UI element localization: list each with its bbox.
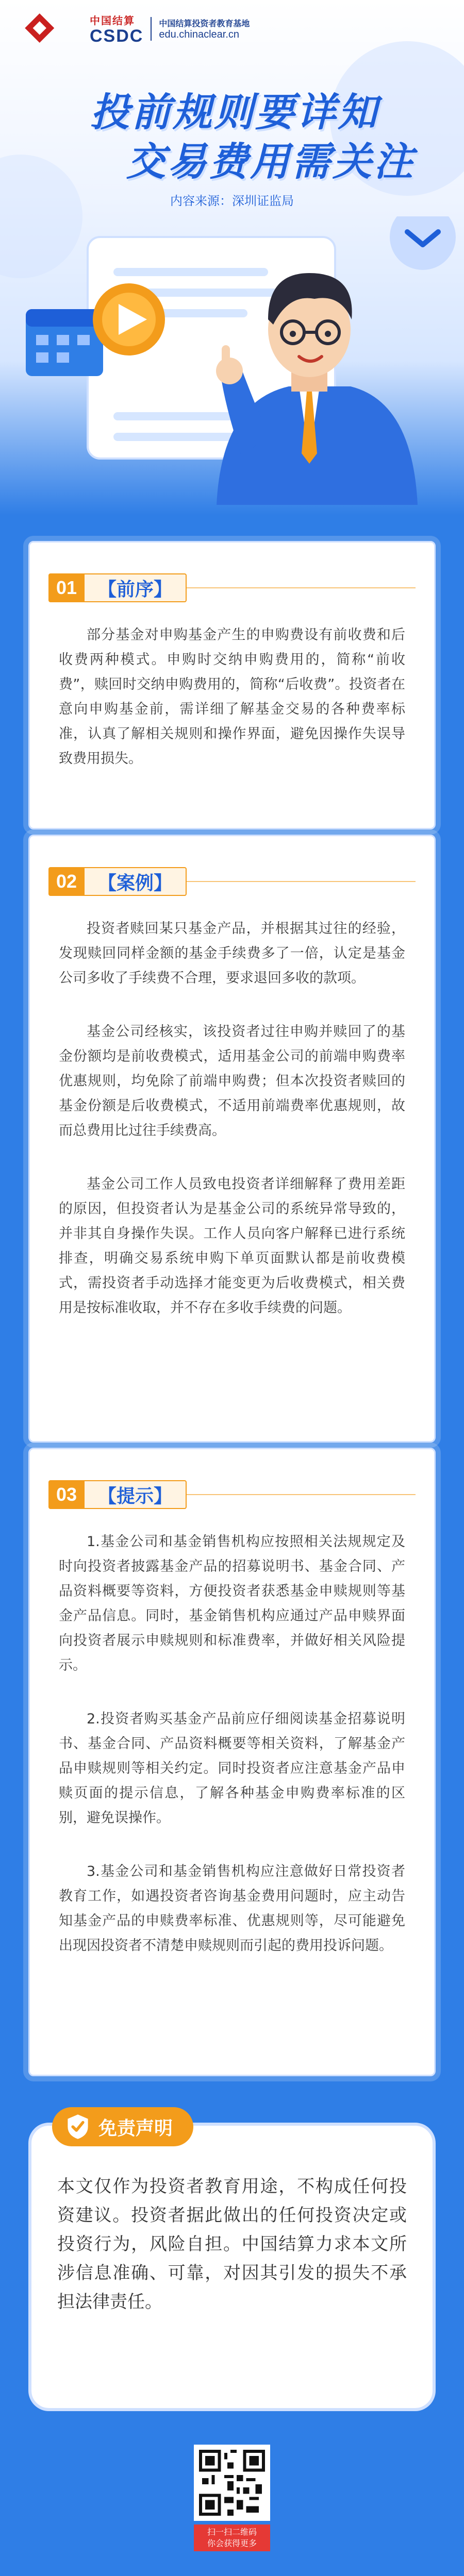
section-number: 03 [48,1480,85,1509]
hero-header [0,0,464,515]
qr-caption-line-2: 你会获得更多 [207,2538,257,2548]
shield-icon [63,2112,92,2141]
qr-code[interactable] [194,2445,270,2521]
csdc-logo-icon [21,13,82,45]
section-tag: 【前序】 [85,573,187,602]
qr-code-icon [199,2450,265,2516]
section-preface [28,541,436,829]
title-line-2: 交易费用需关注 [126,139,415,184]
brand-divider [151,17,152,41]
section-number: 01 [48,573,85,602]
header-rule [187,587,416,588]
paragraph: 基金公司工作人员致电投资者详细解释了费用差距的原因，但投资者认为是基金公司的系统异常导致的，并非其自身操作失误。工作人员向客户解释已进行系统排查，明确交易系统申购下单页面默认都是前收费模式，需投资者手动选择才能变更为后收费模式，相关费用是按标准收取，并不存在多收手续费的问题。 [59,1176,405,1316]
content-source: 内容来源：深圳证监局 [170,194,294,208]
play-icon [93,283,165,355]
calendar-icon [26,309,103,376]
brand-site-name: 中国结算投资者教育基地 [159,18,250,28]
paragraph: 1.基金公司和基金销售机构应按照相关法规规定及时向投资者披露基金产品的招募说明书、基金合同、产品资料概要等资料，方便投资者获悉基金申赎规则等基金产品信息。同时，基金销售机构应通过产品申赎界面向投资者展示申赎规则和标准费率，并做好相关风险提示。 [59,1534,405,1673]
hero-illustration [0,216,464,505]
brand-name-en: CSDC [90,26,144,46]
section-tips [28,1448,436,2076]
paragraph: 部分基金对申购基金产生的申购费设有前收费和后收费两种模式。申购时交纳申购费用的，简称“前收费”，赎回时交纳申购费用的，简称“后收费”。投资者在意向申购基金前，需详细了解基金交易的各种费率标准，认真了解相关规则和操作界面，避免因操作失误导致费用损失。 [59,627,405,767]
qr-caption [194,2524,270,2551]
disclaimer-badge [52,2107,193,2146]
section-number: 02 [48,867,85,896]
paragraph: 3.基金公司和基金销售机构应注意做好日常投资者教育工作，如遇投资者咨询基金费用问题时，应主动告知基金产品的申赎费率标准、优惠规则等，尽可能避免出现因投资者不清楚申赎规则而引起的费用投诉问题。 [59,1863,405,1954]
brand-name-cn: 中国结算 [90,14,135,27]
qr-caption-line-1: 扫一扫二维码 [207,2527,257,2537]
page-title [0,88,464,187]
paragraph: 2.投资者购买基金产品前应仔细阅读基金招募说明书、基金合同、产品资料概要等相关资料，了解基金产品申赎规则等相关约定。同时投资者应注意基金产品申赎页面的提示信息，了解各种基金申购费率标准的区别，避免误操作。 [59,1711,405,1826]
disclaimer-label: 免责声明 [98,2117,173,2139]
brand-header [21,12,250,45]
section-header [48,573,434,602]
section-case [28,835,436,1443]
header-rule [187,1494,416,1495]
disclaimer-box [28,2117,436,2411]
chevron-down-icon [390,216,456,270]
section-tag: 【案例】 [85,867,187,896]
paragraph: 投资者赎回某只基金产品，并根据其过往的经验，发现赎回同样金额的基金手续费多了一倍，认定是基金公司多收了手续费不合理，要求退回多收的款项。 [59,921,405,986]
title-line-1: 投前规则要详知 [90,89,379,135]
brand-logo-text [90,12,143,45]
section-header [48,867,434,896]
brand-site [159,17,250,41]
header-rule [187,881,416,882]
brand-site-url[interactable]: edu.chinaclear.cn [159,28,240,40]
disclaimer-text: 本文仅作为投资者教育用途，不构成任何投资建议。投资者据此做出的任何投资决定或投资行为，风险自担。中国结算力求本文所涉信息准确、可靠，对因其引发的损失不承担法律责任。 [57,2176,407,2312]
paragraph: 基金公司经核实，该投资者过往申购并赎回了的基金份额均是前收费模式，适用基金公司的前端申购费率优惠规则，均免除了前端申购费；但本次投资者赎回的基金份额是后收费模式，不适用前端费率优惠规则，故而总费用比过往手续费高。 [59,1024,405,1139]
section-header [48,1480,434,1509]
section-tag: 【提示】 [85,1480,187,1509]
